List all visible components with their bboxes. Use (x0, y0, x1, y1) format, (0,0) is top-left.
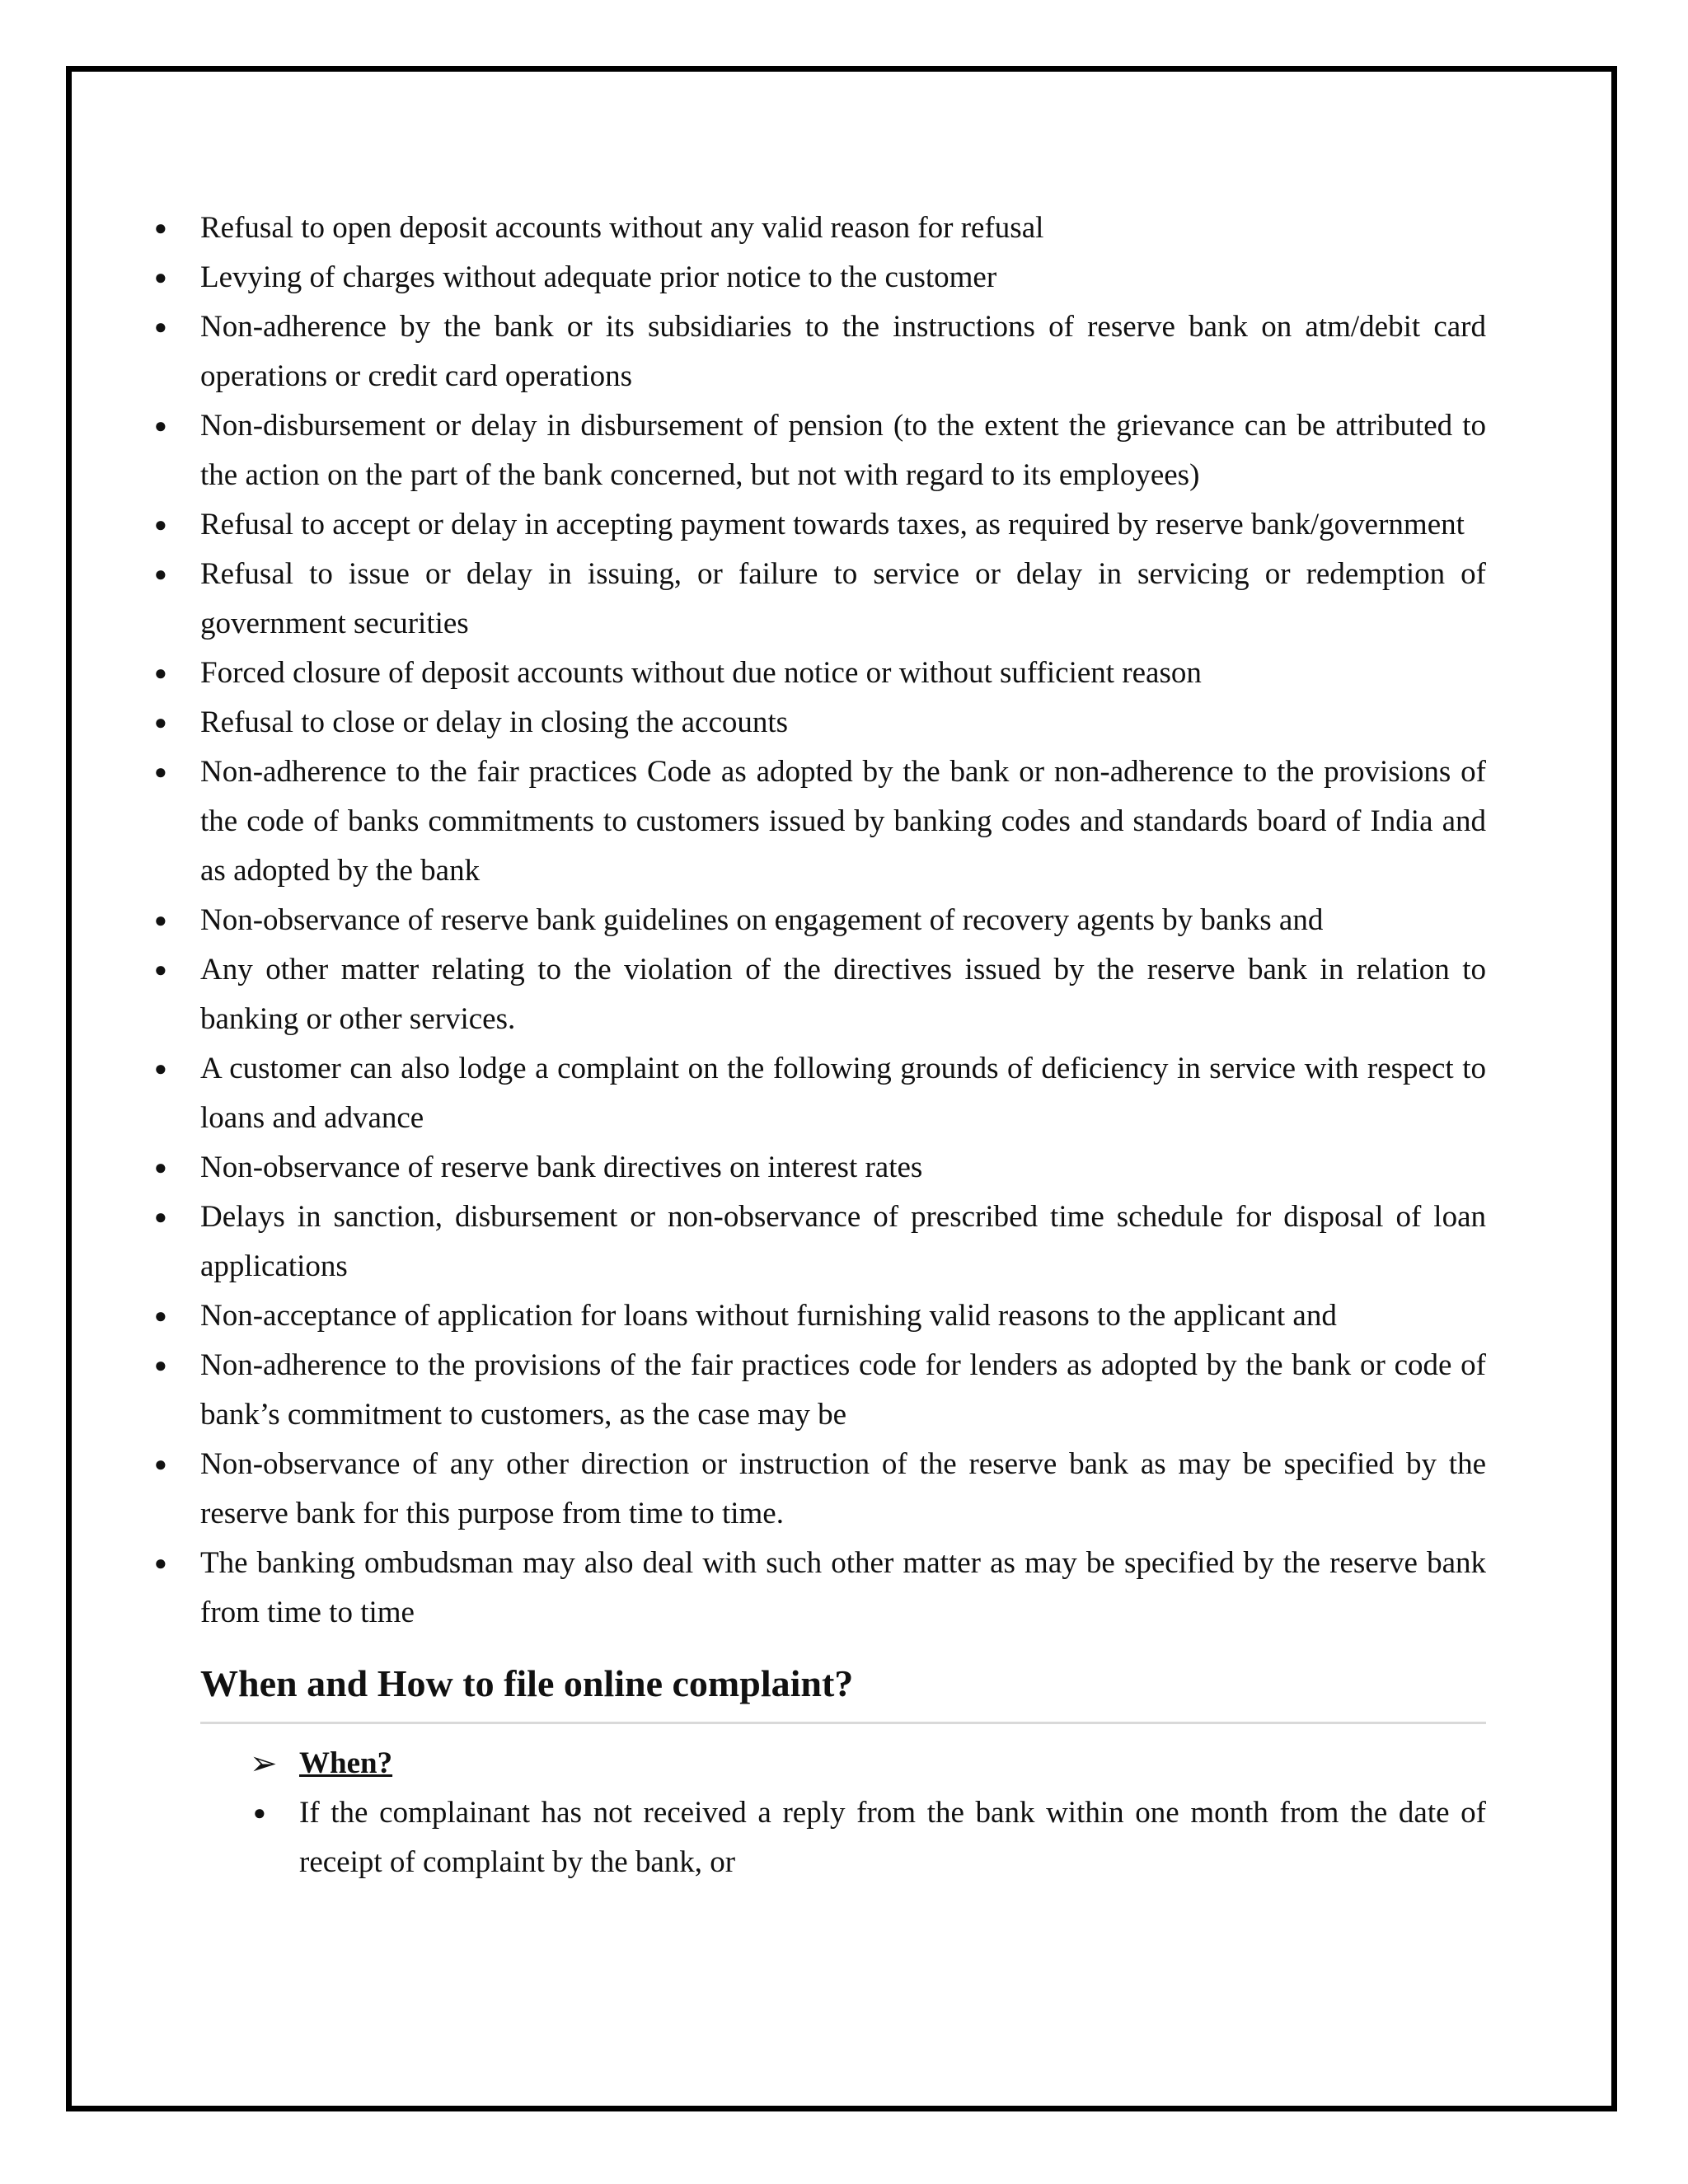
when-subsection (250, 1739, 1486, 1887)
bullet-icon: ● (154, 216, 167, 240)
list-item: ● Refusal to open deposit accounts without any valid reason for refusal (151, 204, 1486, 253)
list-item: ● Levying of charges without adequate prior notice to the customer (151, 253, 1486, 302)
list-item: ● A customer can also lodge a complaint on the following grounds of deficiency in service with respect to loans and advance (151, 1044, 1486, 1143)
sub-heading-label: When? (299, 1746, 393, 1780)
section-heading: When and How to file online complaint? (200, 1657, 1486, 1724)
list-item: ● The banking ombudsman may also deal with such other matter as may be specified by the reserve bank from time to time (151, 1539, 1486, 1638)
list-item: ● Refusal to issue or delay in issuing, or failure to service or delay in servicing or redemption of government securities (151, 550, 1486, 649)
bullet-icon: ● (154, 315, 167, 339)
list-item: ● Non-observance of any other direction or instruction of the reserve bank as may be specified by the reserve bank for this purpose from time to time. (151, 1440, 1486, 1539)
bullet-icon: ● (253, 1801, 266, 1825)
list-item: ● Non-observance of reserve bank guidelines on engagement of recovery agents by banks and (151, 896, 1486, 945)
bullet-icon: ● (154, 513, 167, 537)
bullet-icon: ● (154, 958, 167, 982)
list-item: ● Non-adherence to the fair practices Code as adopted by the bank or non-adherence to the provisions of the code of banks commitments to customers issued by banking codes and standards board of India and as adopted by the bank (151, 748, 1486, 896)
arrow-bullet-icon: ➢ (250, 1745, 278, 1782)
list-item: ● Forced closure of deposit accounts without due notice or without sufficient reason (151, 649, 1486, 698)
bullet-icon: ● (154, 661, 167, 685)
bullet-icon: ● (154, 562, 167, 586)
bullet-icon: ● (154, 414, 167, 438)
sub-heading (250, 1739, 1486, 1788)
bullet-icon: ● (154, 1304, 167, 1328)
bullet-icon: ● (154, 1353, 167, 1377)
list-item: ● Non-adherence to the provisions of the fair practices code for lenders as adopted by the bank or code of bank’s commitment to customers, as the case may be (151, 1341, 1486, 1440)
bullet-icon: ● (154, 1205, 167, 1229)
list-item: ● Any other matter relating to the violation of the directives issued by the reserve bank in relation to banking or other services. (151, 945, 1486, 1044)
bullet-icon: ● (154, 1057, 167, 1080)
list-item: ● Non-observance of reserve bank directives on interest rates (151, 1143, 1486, 1193)
list-item: ● Non-disbursement or delay in disbursement of pension (to the extent the grievance can be attributed to the action on the part of the bank concerned, but not with regard to its employees) (151, 401, 1486, 500)
list-item: ● Delays in sanction, disbursement or non-observance of prescribed time schedule for disposal of loan applications (151, 1193, 1486, 1291)
when-list (250, 1788, 1486, 1887)
list-item: ● Non-adherence by the bank or its subsidiaries to the instructions of reserve bank on atm/debit card operations or credit card operations (151, 302, 1486, 401)
bullet-icon: ● (154, 908, 167, 932)
bullet-icon: ● (154, 1155, 167, 1179)
bullet-icon: ● (154, 265, 167, 289)
list-item: ● Refusal to accept or delay in accepting payment towards taxes, as required by reserve bank/government (151, 500, 1486, 550)
list-item: ● Refusal to close or delay in closing the accounts (151, 698, 1486, 748)
bullet-icon: ● (154, 1452, 167, 1476)
bullet-icon: ● (154, 1551, 167, 1575)
list-item: ● If the complainant has not received a reply from the bank within one month from the date of receipt of complaint by the bank, or (250, 1788, 1486, 1887)
grievance-list (151, 204, 1486, 1638)
list-item: ● Non-acceptance of application for loans without furnishing valid reasons to the applicant and (151, 1291, 1486, 1341)
document-content (151, 204, 1486, 1887)
bullet-icon: ● (154, 710, 167, 734)
bullet-icon: ● (154, 760, 167, 784)
